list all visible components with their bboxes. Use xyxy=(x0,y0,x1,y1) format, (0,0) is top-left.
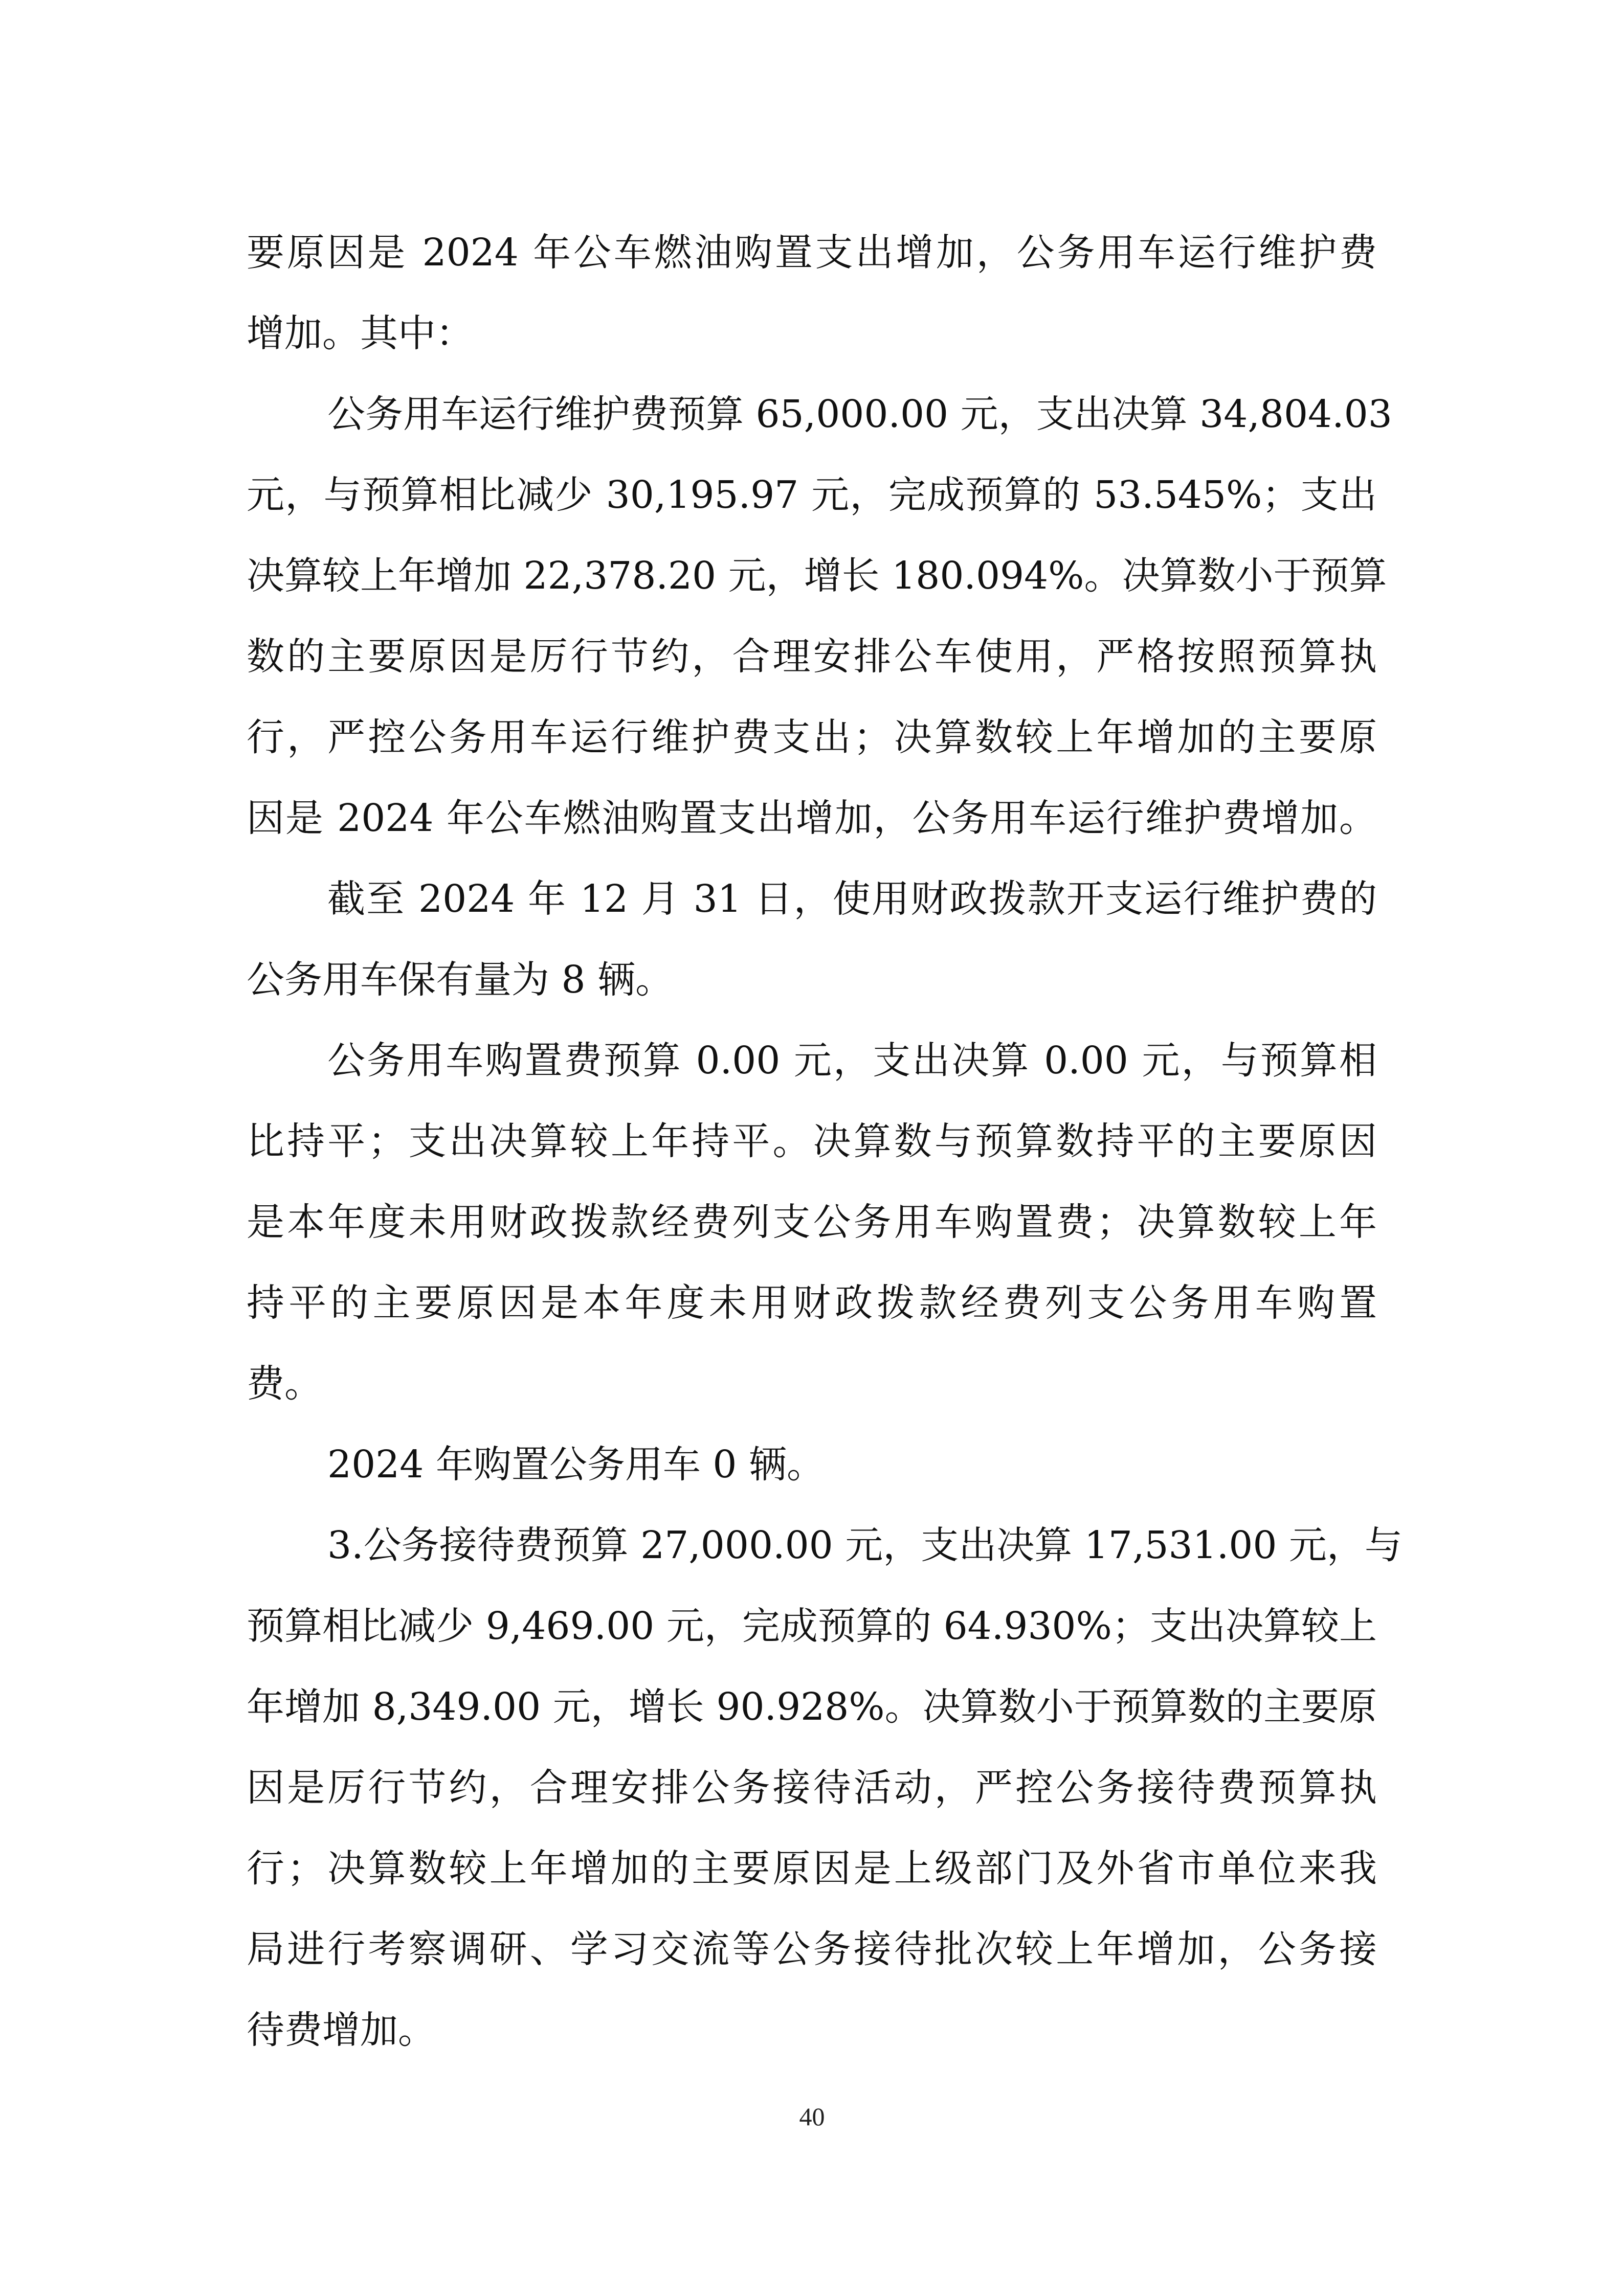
body-text xyxy=(247,212,1403,2070)
text-line: 3.公务接待费预算 27,000.00 元，支出决算 17,531.00 元，与 xyxy=(327,1523,1403,1567)
text-line: 行，严控公务用车运行维护费支出；决算数较上年增加的主要原 xyxy=(247,715,1377,759)
text-line: 数的主要原因是厉行节约，合理安排公车使用，严格按照预算执 xyxy=(247,635,1377,679)
page-number: 40 xyxy=(799,2102,825,2131)
text-line: 公务用车运行维护费预算 65,000.00 元，支出决算 34,804.03 xyxy=(327,392,1392,436)
text-line: 持平的主要原因是本年度未用财政拨款经费列支公务用车购置 xyxy=(247,1281,1377,1325)
text-line: 局进行考察调研、学习交流等公务接待批次较上年增加，公务接 xyxy=(247,1927,1377,1971)
text-line: 元，与预算相比减少 30,195.97 元，完成预算的 53.545%；支出 xyxy=(247,473,1377,517)
text-line: 增加。其中： xyxy=(247,311,474,355)
text-line: 决算较上年增加 22,378.20 元，增长 180.094%。决算数小于预算 xyxy=(247,554,1387,598)
text-line: 因是 2024 年公车燃油购置支出增加，公务用车运行维护费增加。 xyxy=(247,796,1377,840)
text-line: 2024 年购置公务用车 0 辆。 xyxy=(327,1443,825,1487)
text-line: 待费增加。 xyxy=(247,2008,436,2052)
text-line: 要原因是 2024 年公车燃油购置支出增加，公务用车运行维护费 xyxy=(247,231,1377,275)
text-line: 预算相比减少 9,469.00 元，完成预算的 64.930%；支出决算较上 xyxy=(247,1604,1377,1648)
text-line: 费。 xyxy=(247,1362,322,1406)
text-line: 公务用车保有量为 8 辆。 xyxy=(247,958,674,1002)
text-line: 比持平；支出决算较上年持平。决算数与预算数持平的主要原因 xyxy=(247,1119,1377,1163)
text-line: 公务用车购置费预算 0.00 元，支出决算 0.00 元，与预算相 xyxy=(327,1039,1377,1083)
text-line: 截至 2024 年 12 月 31 日，使用财政拨款开支运行维护费的 xyxy=(327,877,1377,921)
text-line: 因是厉行节约，合理安排公务接待活动，严控公务接待费预算执 xyxy=(247,1766,1377,1810)
text-line: 是本年度未用财政拨款经费列支公务用车购置费；决算数较上年 xyxy=(247,1200,1377,1244)
text-line: 年增加 8,349.00 元，增长 90.928%。决算数小于预算数的主要原 xyxy=(247,1685,1377,1729)
text-line: 行；决算数较上年增加的主要原因是上级部门及外省市单位来我 xyxy=(247,1847,1377,1890)
